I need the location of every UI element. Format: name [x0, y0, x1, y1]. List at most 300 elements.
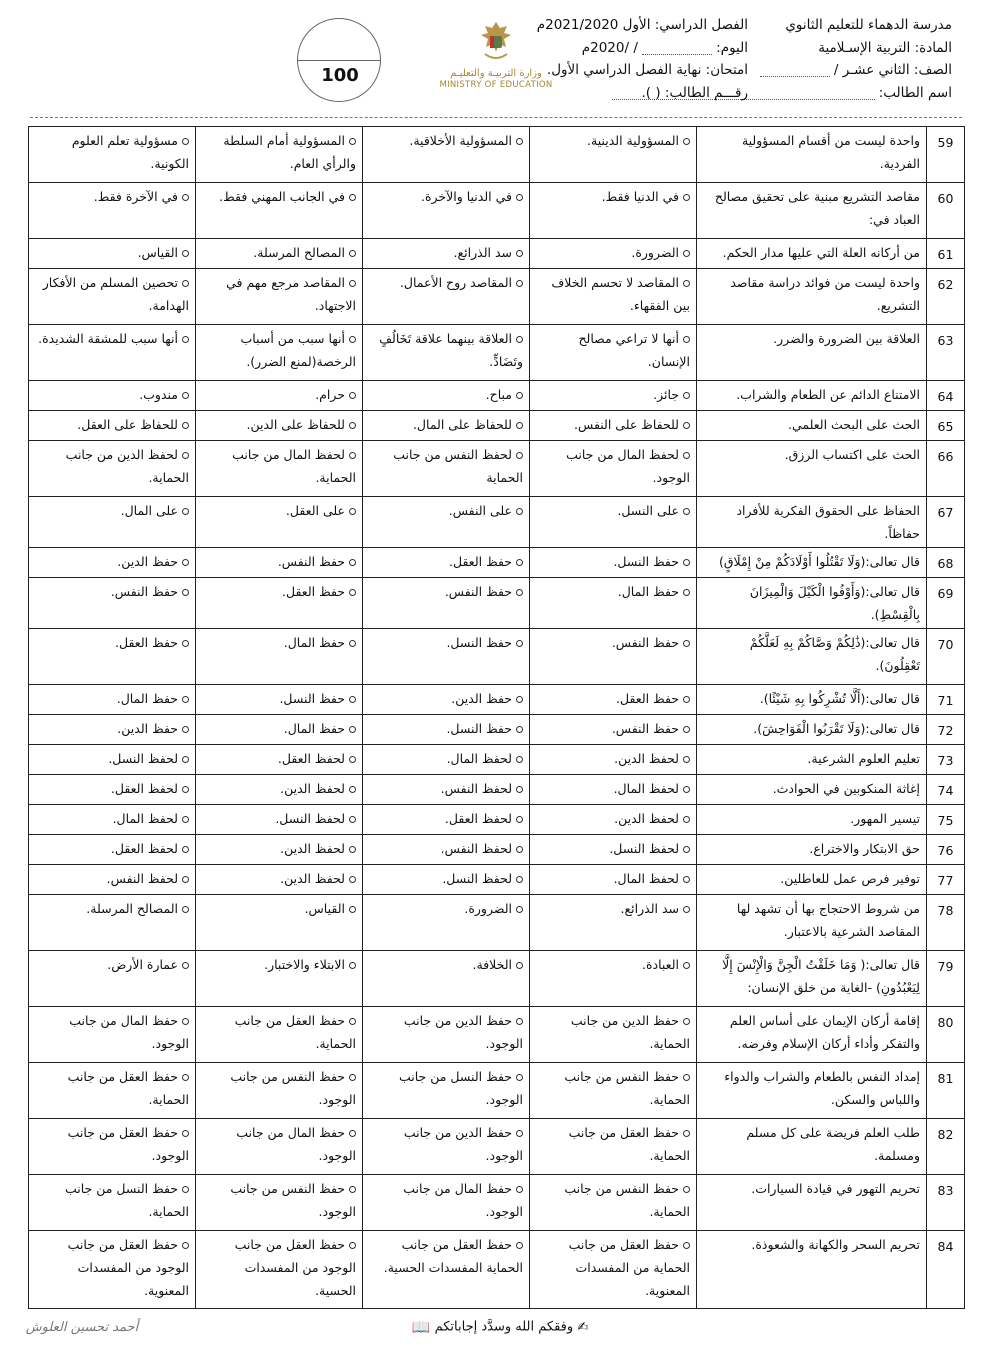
radio-circle-icon[interactable]: [516, 756, 523, 763]
question-row: [29, 269, 965, 325]
radio-circle-icon[interactable]: [182, 906, 189, 913]
answer-option[interactable]: [29, 183, 196, 239]
answer-option[interactable]: [530, 183, 697, 239]
answer-option[interactable]: [196, 325, 363, 381]
option-text: الابتلاء والاختبار.: [264, 957, 345, 972]
answer-option[interactable]: [196, 183, 363, 239]
answer-option[interactable]: [530, 578, 697, 629]
option-text: المسؤولية الأخلاقية.: [409, 133, 512, 148]
answer-option[interactable]: [530, 381, 697, 411]
radio-circle-icon[interactable]: [683, 726, 690, 733]
question-row: [29, 835, 965, 865]
question-stem: قال تعالى:( وَمَا خَلَقْتُ الْجِنَّ وَالْإِنْسَ إِلَّا لِيَعْبُدُونِ) -الغاية من خلق الإنسان:: [697, 951, 927, 1007]
option-text: لحفظ المال.: [613, 781, 679, 796]
radio-circle-icon[interactable]: [349, 138, 356, 145]
option-text: العبادة.: [642, 957, 679, 972]
radio-circle-icon[interactable]: [349, 559, 356, 566]
date-text: / /2020م: [581, 39, 638, 56]
radio-circle-icon[interactable]: [683, 1074, 690, 1081]
question-stem: من شروط الاحتجاج بها أن تشهد لها المقاصد الشرعية بالاعتبار.: [697, 895, 927, 951]
radio-circle-icon[interactable]: [516, 392, 523, 399]
question-row: [29, 325, 965, 381]
radio-circle-icon[interactable]: [182, 280, 189, 287]
answer-option[interactable]: [29, 895, 196, 951]
option-text: لحفظ النفس.: [440, 841, 512, 856]
answer-option[interactable]: [29, 865, 196, 895]
radio-circle-icon[interactable]: [349, 876, 356, 883]
question-stem: تيسير المهور.: [697, 805, 927, 835]
answer-option[interactable]: [530, 835, 697, 865]
question-stem: تعليم العلوم الشرعية.: [697, 745, 927, 775]
question-stem: تحريم التهور في قيادة السيارات.: [697, 1175, 927, 1231]
answer-option[interactable]: [363, 685, 530, 715]
answer-option[interactable]: [29, 411, 196, 441]
answer-option[interactable]: [363, 1231, 530, 1309]
answer-option[interactable]: [29, 325, 196, 381]
radio-circle-icon[interactable]: [349, 422, 356, 429]
radio-circle-icon[interactable]: [683, 250, 690, 257]
question-stem: إقامة أركان الإيمان على أساس العلم والتفكر وأداء أركان الإسلام وفرضه.: [697, 1007, 927, 1063]
answer-option[interactable]: [363, 497, 530, 548]
radio-circle-icon[interactable]: [516, 138, 523, 145]
radio-circle-icon[interactable]: [182, 422, 189, 429]
question-number: 69: [927, 578, 965, 629]
answer-option[interactable]: [29, 578, 196, 629]
option-text: المقاصد مرجع مهم في الاجتهاد.: [226, 275, 356, 313]
answer-option[interactable]: [530, 715, 697, 745]
answer-option[interactable]: [196, 1231, 363, 1309]
radio-circle-icon[interactable]: [683, 962, 690, 969]
option-text: حفظ النفس من جانب الحماية.: [564, 1069, 690, 1107]
answer-option[interactable]: [29, 745, 196, 775]
answer-option[interactable]: [363, 548, 530, 578]
radio-circle-icon[interactable]: [349, 786, 356, 793]
student-number-label: رقـــم الطالب: ( ).: [641, 84, 748, 101]
radio-circle-icon[interactable]: [683, 1242, 690, 1249]
option-text: لحفظ العقل.: [277, 751, 345, 766]
question-row: [29, 1063, 965, 1119]
answer-option[interactable]: [29, 548, 196, 578]
radio-circle-icon[interactable]: [349, 726, 356, 733]
option-text: المسؤولية الدينية.: [587, 133, 679, 148]
radio-circle-icon[interactable]: [182, 962, 189, 969]
answer-option[interactable]: [363, 578, 530, 629]
answer-option[interactable]: [530, 325, 697, 381]
answer-option[interactable]: [29, 441, 196, 497]
radio-circle-icon[interactable]: [516, 1074, 523, 1081]
option-text: حفظ العقل.: [449, 554, 512, 569]
answer-option[interactable]: [363, 951, 530, 1007]
radio-circle-icon[interactable]: [349, 392, 356, 399]
answer-option[interactable]: [29, 239, 196, 269]
radio-circle-icon[interactable]: [349, 1242, 356, 1249]
radio-circle-icon[interactable]: [349, 452, 356, 459]
radio-circle-icon[interactable]: [516, 876, 523, 883]
option-text: حفظ المال.: [283, 721, 345, 736]
answer-option[interactable]: [530, 269, 697, 325]
option-text: لحفظ الدين.: [280, 841, 345, 856]
radio-circle-icon[interactable]: [516, 846, 523, 853]
subject-label: المادة: التربية الإسـلامية: [818, 39, 952, 56]
question-number: 76: [927, 835, 965, 865]
radio-circle-icon[interactable]: [683, 194, 690, 201]
answer-option[interactable]: [196, 685, 363, 715]
question-row: [29, 1007, 965, 1063]
answer-option[interactable]: [29, 835, 196, 865]
radio-circle-icon[interactable]: [182, 589, 189, 596]
radio-circle-icon[interactable]: [349, 962, 356, 969]
answer-option[interactable]: [196, 895, 363, 951]
radio-circle-icon[interactable]: [683, 422, 690, 429]
question-row: [29, 1231, 965, 1309]
answer-option[interactable]: [530, 1063, 697, 1119]
score-circle: [297, 18, 381, 102]
answer-option[interactable]: [196, 805, 363, 835]
radio-circle-icon[interactable]: [683, 876, 690, 883]
radio-circle-icon[interactable]: [516, 452, 523, 459]
radio-circle-icon[interactable]: [349, 250, 356, 257]
radio-circle-icon[interactable]: [182, 1018, 189, 1025]
answer-option[interactable]: [363, 239, 530, 269]
radio-circle-icon[interactable]: [349, 589, 356, 596]
answer-option[interactable]: [363, 183, 530, 239]
radio-circle-icon[interactable]: [349, 906, 356, 913]
radio-circle-icon[interactable]: [683, 452, 690, 459]
radio-circle-icon[interactable]: [349, 1018, 356, 1025]
semester-label: الفصل الدراسي: الأول 2021/2020م: [536, 17, 748, 33]
student-name-label: اسم الطالب:: [878, 84, 952, 101]
question-stem: طلب العلم فريضة على كل مسلم ومسلمة.: [697, 1119, 927, 1175]
radio-circle-icon[interactable]: [349, 508, 356, 515]
answer-option[interactable]: [363, 411, 530, 441]
answer-option[interactable]: [530, 1231, 697, 1309]
answer-option[interactable]: [29, 629, 196, 685]
answer-option[interactable]: [29, 775, 196, 805]
answer-option[interactable]: [530, 865, 697, 895]
option-text: لحفظ المال.: [613, 871, 679, 886]
option-text: في الدنيا فقط.: [601, 189, 679, 204]
radio-circle-icon[interactable]: [182, 640, 189, 647]
question-stem: قال تعالى:(أَلَّا تُشْرِكُوا بِهِ شَيْئًا).: [697, 685, 927, 715]
radio-circle-icon[interactable]: [516, 589, 523, 596]
answer-option[interactable]: [29, 951, 196, 1007]
radio-circle-icon[interactable]: [349, 696, 356, 703]
radio-circle-icon[interactable]: [683, 816, 690, 823]
option-text: لحفظ العقل.: [110, 841, 178, 856]
radio-circle-icon[interactable]: [683, 508, 690, 515]
radio-circle-icon[interactable]: [349, 846, 356, 853]
radio-circle-icon[interactable]: [349, 1130, 356, 1137]
answer-option[interactable]: [29, 805, 196, 835]
option-text: للحفاظ على النفس.: [574, 417, 679, 432]
radio-circle-icon[interactable]: [683, 1186, 690, 1193]
radio-circle-icon[interactable]: [516, 250, 523, 257]
radio-circle-icon[interactable]: [683, 846, 690, 853]
answer-option[interactable]: [363, 895, 530, 951]
radio-circle-icon[interactable]: [182, 194, 189, 201]
option-text: لحفظ النفس.: [440, 781, 512, 796]
option-text: حفظ المال.: [283, 635, 345, 650]
answer-option[interactable]: [530, 629, 697, 685]
option-text: حفظ النفس.: [444, 584, 512, 599]
answer-option[interactable]: [363, 381, 530, 411]
radio-circle-icon[interactable]: [516, 336, 523, 343]
option-text: حفظ النسل.: [279, 691, 345, 706]
radio-circle-icon[interactable]: [516, 1018, 523, 1025]
radio-circle-icon[interactable]: [516, 1130, 523, 1137]
answer-option[interactable]: [363, 269, 530, 325]
answer-option[interactable]: [29, 381, 196, 411]
answer-option[interactable]: [530, 497, 697, 548]
question-number: 60: [927, 183, 965, 239]
answer-option[interactable]: [196, 1119, 363, 1175]
question-row: [29, 1119, 965, 1175]
radio-circle-icon[interactable]: [516, 640, 523, 647]
option-text: المصالح المرسلة.: [86, 901, 178, 916]
option-text: في الآخرة فقط.: [93, 189, 178, 204]
radio-circle-icon[interactable]: [683, 786, 690, 793]
answer-option[interactable]: [29, 1119, 196, 1175]
radio-circle-icon[interactable]: [182, 786, 189, 793]
question-stem: واحدة ليست من فوائد دراسة مقاصد التشريع.: [697, 269, 927, 325]
answer-option[interactable]: [196, 381, 363, 411]
question-row: [29, 629, 965, 685]
radio-circle-icon[interactable]: [349, 1186, 356, 1193]
answer-option[interactable]: [196, 745, 363, 775]
answer-option[interactable]: [196, 715, 363, 745]
option-text: الضرورة.: [631, 245, 679, 260]
radio-circle-icon[interactable]: [182, 559, 189, 566]
radio-circle-icon[interactable]: [683, 1130, 690, 1137]
option-text: على النفس.: [448, 503, 512, 518]
answer-option[interactable]: [363, 1175, 530, 1231]
radio-circle-icon[interactable]: [516, 508, 523, 515]
radio-circle-icon[interactable]: [182, 1186, 189, 1193]
option-text: حفظ العقل.: [616, 691, 679, 706]
answer-option[interactable]: [196, 775, 363, 805]
question-number: 67: [927, 497, 965, 548]
radio-circle-icon[interactable]: [683, 1018, 690, 1025]
answer-option[interactable]: [363, 629, 530, 685]
answer-option[interactable]: [29, 685, 196, 715]
option-text: حفظ المال من جانب الوجود.: [403, 1181, 523, 1219]
radio-circle-icon[interactable]: [516, 906, 523, 913]
answer-option[interactable]: [29, 269, 196, 325]
radio-circle-icon[interactable]: [349, 336, 356, 343]
option-text: مندوب.: [139, 387, 178, 402]
answer-option[interactable]: [196, 865, 363, 895]
day-blank[interactable]: [642, 41, 712, 55]
radio-circle-icon[interactable]: [516, 962, 523, 969]
option-text: حفظ النفس.: [611, 721, 679, 736]
option-text: حفظ المال.: [116, 691, 178, 706]
radio-circle-icon[interactable]: [182, 336, 189, 343]
question-stem: الامتناع الدائم عن الطعام والشراب.: [697, 381, 927, 411]
radio-circle-icon[interactable]: [349, 194, 356, 201]
radio-circle-icon[interactable]: [683, 756, 690, 763]
answer-option[interactable]: [530, 1007, 697, 1063]
grade-blank[interactable]: [760, 63, 830, 77]
question-row: [29, 381, 965, 411]
answer-option[interactable]: [29, 715, 196, 745]
answer-option[interactable]: [29, 1231, 196, 1309]
question-number: 61: [927, 239, 965, 269]
radio-circle-icon[interactable]: [683, 640, 690, 647]
option-text: حفظ النفس.: [110, 584, 178, 599]
answer-option[interactable]: [530, 548, 697, 578]
radio-circle-icon[interactable]: [182, 726, 189, 733]
question-row: [29, 548, 965, 578]
radio-circle-icon[interactable]: [349, 640, 356, 647]
answer-option[interactable]: [530, 1175, 697, 1231]
question-number: 63: [927, 325, 965, 381]
option-text: للحفاظ على العقل.: [77, 417, 178, 432]
question-stem: إمداد النفس بالطعام والشراب والدواء واللباس والسكن.: [697, 1063, 927, 1119]
radio-circle-icon[interactable]: [349, 756, 356, 763]
radio-circle-icon[interactable]: [349, 1074, 356, 1081]
answer-option[interactable]: [530, 239, 697, 269]
radio-circle-icon[interactable]: [182, 696, 189, 703]
answer-option[interactable]: [530, 775, 697, 805]
answer-option[interactable]: [196, 269, 363, 325]
teacher-signature: أحمد تحسين العلوش: [25, 1320, 139, 1335]
radio-circle-icon[interactable]: [516, 786, 523, 793]
radio-circle-icon[interactable]: [516, 1242, 523, 1249]
question-stem: قال تعالى:(وَلَا تَقْتُلُوا أَوْلَادَكُمْ مِنْ إِمْلَاقٍ): [697, 548, 927, 578]
answer-option[interactable]: [29, 1175, 196, 1231]
answer-option[interactable]: [196, 548, 363, 578]
answer-option[interactable]: [363, 775, 530, 805]
answer-option[interactable]: [196, 1007, 363, 1063]
answer-option[interactable]: [196, 835, 363, 865]
answer-option[interactable]: [530, 895, 697, 951]
option-text: حفظ العقل من جانب الوجود.: [67, 1125, 189, 1163]
radio-circle-icon[interactable]: [683, 336, 690, 343]
option-text: حفظ النفس.: [611, 635, 679, 650]
question-row: [29, 411, 965, 441]
answer-option[interactable]: [363, 715, 530, 745]
radio-circle-icon[interactable]: [349, 280, 356, 287]
radio-circle-icon[interactable]: [516, 696, 523, 703]
radio-circle-icon[interactable]: [683, 280, 690, 287]
answer-option[interactable]: [363, 441, 530, 497]
radio-circle-icon[interactable]: [182, 846, 189, 853]
answer-option[interactable]: [196, 411, 363, 441]
answer-option[interactable]: [363, 835, 530, 865]
radio-circle-icon[interactable]: [516, 816, 523, 823]
radio-circle-icon[interactable]: [182, 1074, 189, 1081]
question-row: [29, 865, 965, 895]
radio-circle-icon[interactable]: [516, 1186, 523, 1193]
option-text: المصالح المرسلة.: [253, 245, 345, 260]
answer-option[interactable]: [530, 441, 697, 497]
radio-circle-icon[interactable]: [683, 906, 690, 913]
option-text: حفظ النفس.: [277, 554, 345, 569]
answer-option[interactable]: [363, 1063, 530, 1119]
question-stem: حق الابتكار والاختراع.: [697, 835, 927, 865]
answer-option[interactable]: [363, 325, 530, 381]
radio-circle-icon[interactable]: [683, 138, 690, 145]
answer-option[interactable]: [363, 1119, 530, 1175]
answer-option[interactable]: [29, 1007, 196, 1063]
answer-option[interactable]: [363, 127, 530, 183]
day-label: اليوم:: [716, 39, 748, 56]
answer-option[interactable]: [196, 951, 363, 1007]
radio-circle-icon[interactable]: [516, 280, 523, 287]
radio-circle-icon[interactable]: [182, 1242, 189, 1249]
radio-circle-icon[interactable]: [683, 559, 690, 566]
answer-option[interactable]: [29, 1063, 196, 1119]
answer-option[interactable]: [196, 441, 363, 497]
option-text: حفظ المال من جانب الوجود.: [69, 1013, 189, 1051]
radio-circle-icon[interactable]: [182, 392, 189, 399]
answer-option[interactable]: [530, 805, 697, 835]
option-text: لحفظ الدين من جانب الحماية.: [65, 447, 189, 485]
radio-circle-icon[interactable]: [516, 726, 523, 733]
radio-circle-icon[interactable]: [182, 138, 189, 145]
question-stem: الحث على اكتساب الرزق.: [697, 441, 927, 497]
radio-circle-icon[interactable]: [182, 756, 189, 763]
answer-option[interactable]: [196, 497, 363, 548]
answer-option[interactable]: [196, 127, 363, 183]
answer-option[interactable]: [363, 865, 530, 895]
radio-circle-icon[interactable]: [683, 696, 690, 703]
option-text: في الجانب المهني فقط.: [219, 189, 345, 204]
answer-option[interactable]: [530, 745, 697, 775]
radio-circle-icon[interactable]: [516, 559, 523, 566]
radio-circle-icon[interactable]: [182, 816, 189, 823]
answer-option[interactable]: [530, 685, 697, 715]
option-text: حفظ العقل.: [282, 584, 345, 599]
answer-option[interactable]: [363, 805, 530, 835]
question-stem: مقاصد التشريع مبنية على تحقيق مصالح العباد في:: [697, 183, 927, 239]
radio-circle-icon[interactable]: [683, 392, 690, 399]
option-text: حفظ النسل من جانب الحماية.: [64, 1181, 189, 1219]
answer-option[interactable]: [530, 127, 697, 183]
answer-option[interactable]: [196, 629, 363, 685]
question-stem: الحفاظ على الحقوق الفكرية للأفراد حفاظاً.: [697, 497, 927, 548]
radio-circle-icon[interactable]: [349, 816, 356, 823]
answer-option[interactable]: [196, 239, 363, 269]
option-text: حفظ المال من جانب الوجود.: [236, 1125, 356, 1163]
exam-header: [0, 0, 992, 118]
option-text: حفظ العقل من جانب الحماية.: [67, 1069, 189, 1107]
answer-option[interactable]: [530, 411, 697, 441]
radio-circle-icon[interactable]: [182, 1130, 189, 1137]
answer-option[interactable]: [29, 497, 196, 548]
question-row: [29, 805, 965, 835]
radio-circle-icon[interactable]: [182, 508, 189, 515]
radio-circle-icon[interactable]: [182, 452, 189, 459]
answer-option[interactable]: [29, 127, 196, 183]
option-text: لحفظ النفس من جانب الحماية: [393, 447, 523, 485]
answer-option[interactable]: [196, 1063, 363, 1119]
radio-circle-icon[interactable]: [182, 876, 189, 883]
answer-option[interactable]: [530, 951, 697, 1007]
answer-option[interactable]: [196, 578, 363, 629]
falcon-emblem-icon: [473, 18, 519, 64]
radio-circle-icon[interactable]: [516, 422, 523, 429]
radio-circle-icon[interactable]: [182, 250, 189, 257]
radio-circle-icon[interactable]: [683, 589, 690, 596]
question-stem: الحث على البحث العلمي.: [697, 411, 927, 441]
radio-circle-icon[interactable]: [516, 194, 523, 201]
answer-option[interactable]: [196, 1175, 363, 1231]
answer-option[interactable]: [363, 1007, 530, 1063]
answer-option[interactable]: [530, 1119, 697, 1175]
question-number: 74: [927, 775, 965, 805]
answer-option[interactable]: [363, 745, 530, 775]
